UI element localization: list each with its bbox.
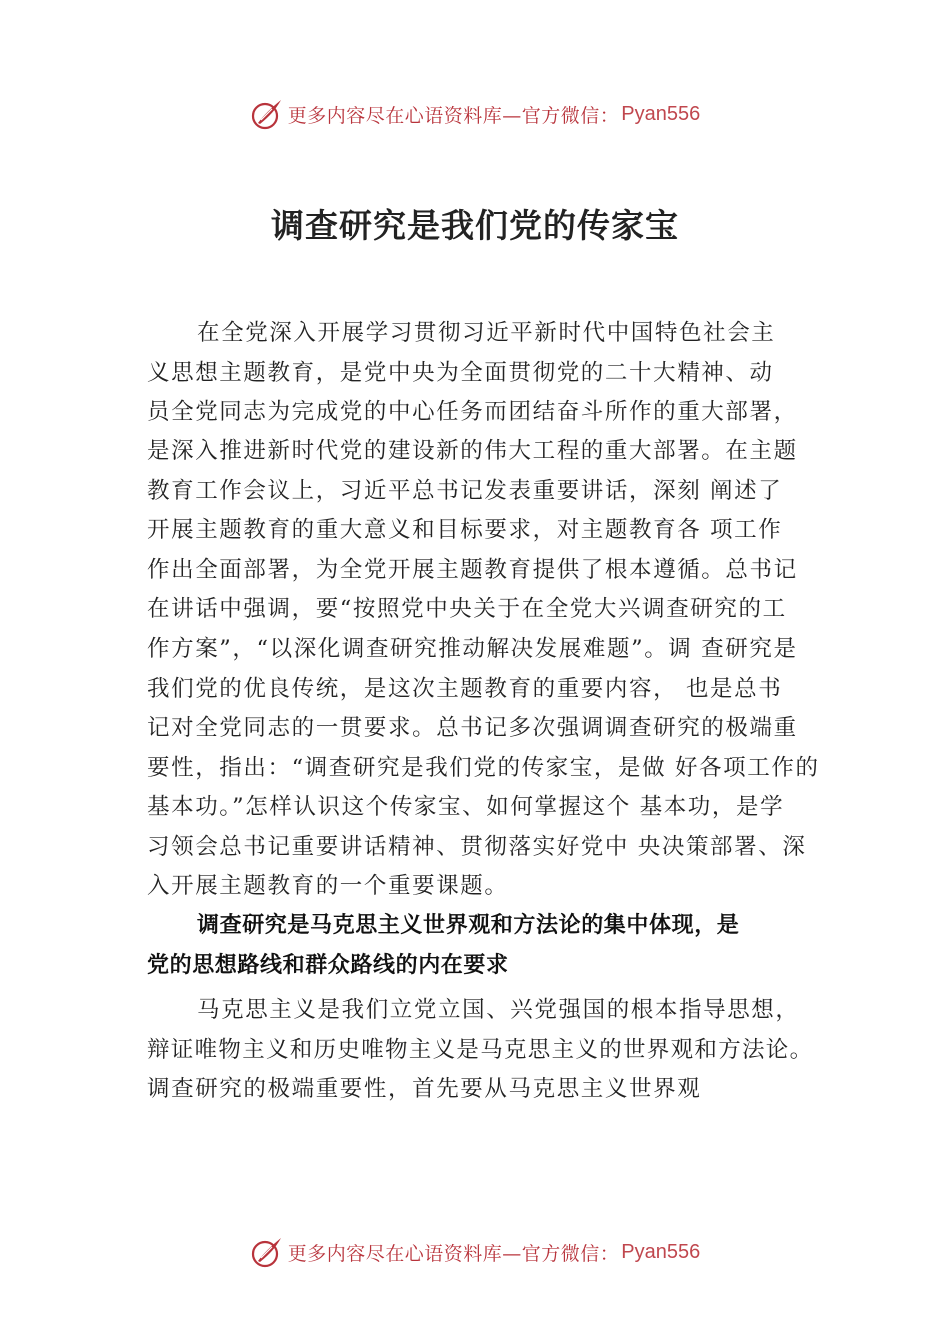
quill-pen-logo-icon bbox=[250, 97, 284, 131]
text-line: 入开展主题教育的一个重要课题。 bbox=[147, 873, 509, 899]
text-line: 调查研究的极端重要性，首先要从马克思主义世界观 bbox=[147, 1076, 702, 1102]
text-line: 我们党的优良传统，是这次主题教育的重要内容， 也是总书 bbox=[147, 676, 783, 702]
text-line: 作出全面部署，为全党开展主题教育提供了根本遵循。总书记 bbox=[147, 557, 798, 583]
text-line: 是深入推进新时代党的建设新的伟大工程的重大部署。在主题 bbox=[147, 438, 798, 464]
text-line: 辩证唯物主义和历史唯物主义是马克思主义的世界观和方法论。 bbox=[147, 1037, 814, 1063]
watermark-wechat-id: Pyan556 bbox=[621, 102, 701, 125]
quill-pen-logo-icon bbox=[250, 1235, 284, 1269]
text-line: 记对全党同志的一贯要求。总书记多次强调调查研究的极端重 bbox=[147, 715, 798, 741]
document-title: 调查研究是我们党的传家宝 bbox=[271, 206, 679, 245]
watermark-wechat-id: Pyan556 bbox=[621, 1240, 701, 1263]
text-line: 员全党同志为完成党的中心任务而团结奋斗所作的重大部署， bbox=[147, 399, 798, 425]
text-line: 马克思主义是我们立党立国、兴党强国的根本指导思想， bbox=[197, 997, 800, 1023]
text-line: 教育工作会议上，习近平总书记发表重要讲话，深刻 阐述了 bbox=[147, 478, 783, 504]
footer-watermark bbox=[0, 1232, 950, 1272]
text-line: 基本功。”怎样认识这个传家宝、如何掌握这个 基本功，是学 bbox=[147, 794, 785, 820]
text-line: 义思想主题教育，是党中央为全面贯彻党的二十大精神、动 bbox=[147, 360, 774, 386]
heading-line: 党的思想路线和群众路线的内在要求 bbox=[147, 953, 509, 978]
heading-line: 调查研究是马克思主义世界观和方法论的集中体现，是 bbox=[197, 913, 740, 938]
text-line: 开展主题教育的重大意义和目标要求，对主题教育各 项工作 bbox=[147, 517, 783, 543]
text-line: 要性，指出：“调查研究是我们党的传家宝，是做 好各项工作的 bbox=[147, 755, 820, 781]
header-watermark bbox=[0, 94, 950, 134]
text-line: 习领会总书记重要讲话精神、贯彻落实好党中 央决策部署、深 bbox=[147, 834, 807, 860]
text-line: 在讲话中强调，要“按照党中央关于在全党大兴调查研究的工 bbox=[147, 596, 787, 622]
watermark-text: 更多内容尽在心语资料库—官方微信： bbox=[287, 104, 620, 127]
text-line: 在全党深入开展学习贯彻习近平新时代中国特色社会主 bbox=[197, 320, 776, 346]
text-line: 作方案”，“以深化调查研究推动解决发展难题”。调 查研究是 bbox=[147, 636, 798, 662]
watermark-text: 更多内容尽在心语资料库—官方微信： bbox=[287, 1242, 620, 1265]
